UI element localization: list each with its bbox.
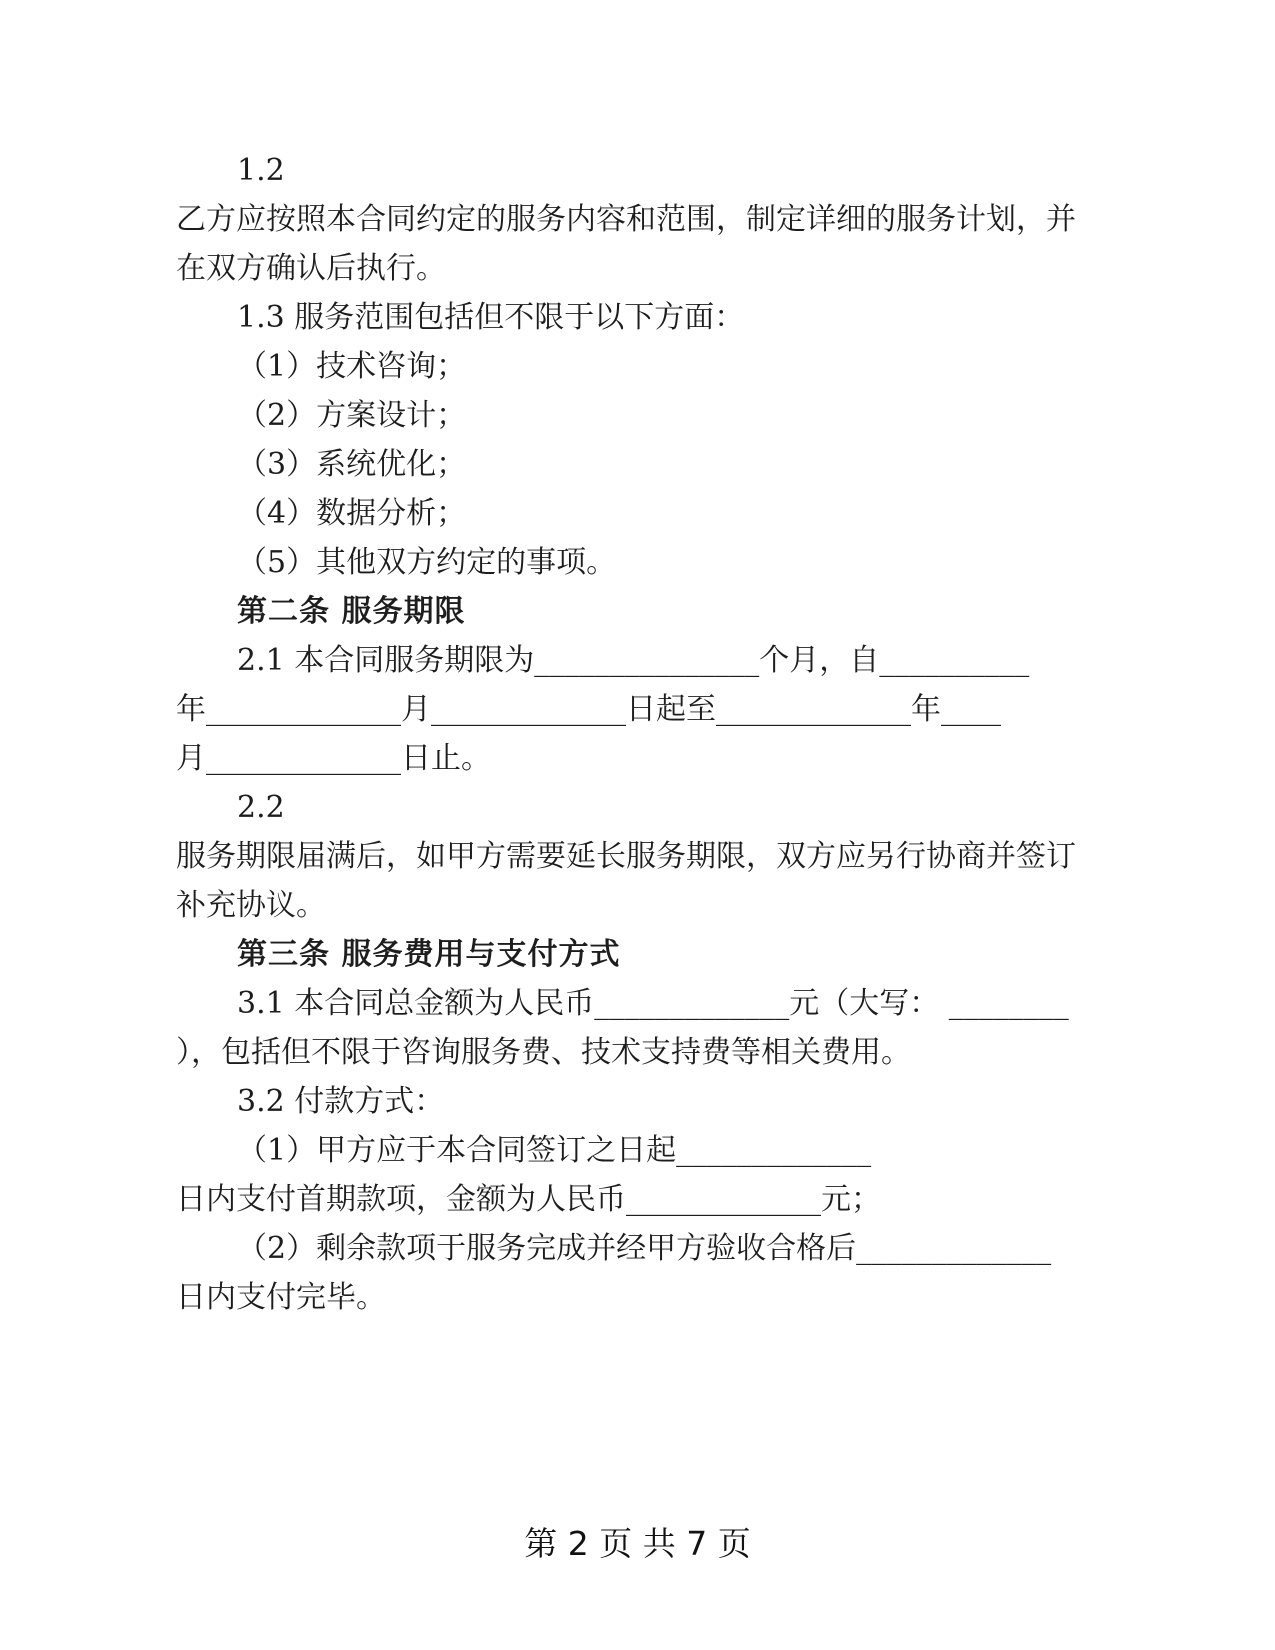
payment-item-1-line-2: 日内支付首期款项，金额为人民币_____________元； xyxy=(176,1182,881,1217)
scope-item-3: （3）系统优化； xyxy=(237,447,467,482)
clause-3-2: 3.2 付款方式： xyxy=(237,1084,445,1119)
scope-item-2: （2）方案设计； xyxy=(237,398,467,433)
scope-item-4: （4）数据分析； xyxy=(237,496,467,531)
clause-3-1-line-2: ），包括但不限于咨询服务费、技术支持费等相关费用。 xyxy=(176,1035,911,1070)
clause-1-3: 1.3 服务范围包括但不限于以下方面： xyxy=(237,300,745,335)
article-2-heading: 第二条 服务期限 xyxy=(237,594,466,629)
clause-1-2-text-line-1: 乙方应按照本合同约定的服务内容和范围，制定详细的服务计划，并 xyxy=(176,202,1076,237)
scope-item-1: （1）技术咨询； xyxy=(237,349,467,384)
payment-item-1-line-1: （1）甲方应于本合同签订之日起_____________ xyxy=(237,1133,872,1168)
page-number-footer: 第 2 页 共 7 页 xyxy=(524,1524,751,1563)
clause-2-1-line-2: 年_____________月_____________日起至_____________年____ xyxy=(176,692,1001,727)
clause-1-2-number: 1.2 xyxy=(237,153,285,188)
contract-body xyxy=(176,146,1076,1322)
clause-1-2-text-line-2: 在双方确认后执行。 xyxy=(176,251,446,286)
article-3-heading: 第三条 服务费用与支付方式 xyxy=(237,937,621,972)
clause-2-2-text-line-1: 服务期限届满后，如甲方需要延长服务期限，双方应另行协商并签订 xyxy=(176,839,1076,874)
scope-item-5: （5）其他双方约定的事项。 xyxy=(237,545,617,580)
clause-3-1-line-1: 3.1 本合同总金额为人民币_____________元（大写： ________ xyxy=(237,986,1069,1021)
clause-2-2-number: 2.2 xyxy=(237,790,285,825)
clause-2-1-line-3: 月_____________日止。 xyxy=(176,741,491,776)
clause-2-1-line-1: 2.1 本合同服务期限为_______________个月，自__________ xyxy=(237,643,1030,678)
clause-2-2-text-line-2: 补充协议。 xyxy=(176,888,326,923)
payment-item-2-line-2: 日内支付完毕。 xyxy=(176,1280,386,1315)
payment-item-2-line-1: （2）剩余款项于服务完成并经甲方验收合格后_____________ xyxy=(237,1231,1052,1266)
